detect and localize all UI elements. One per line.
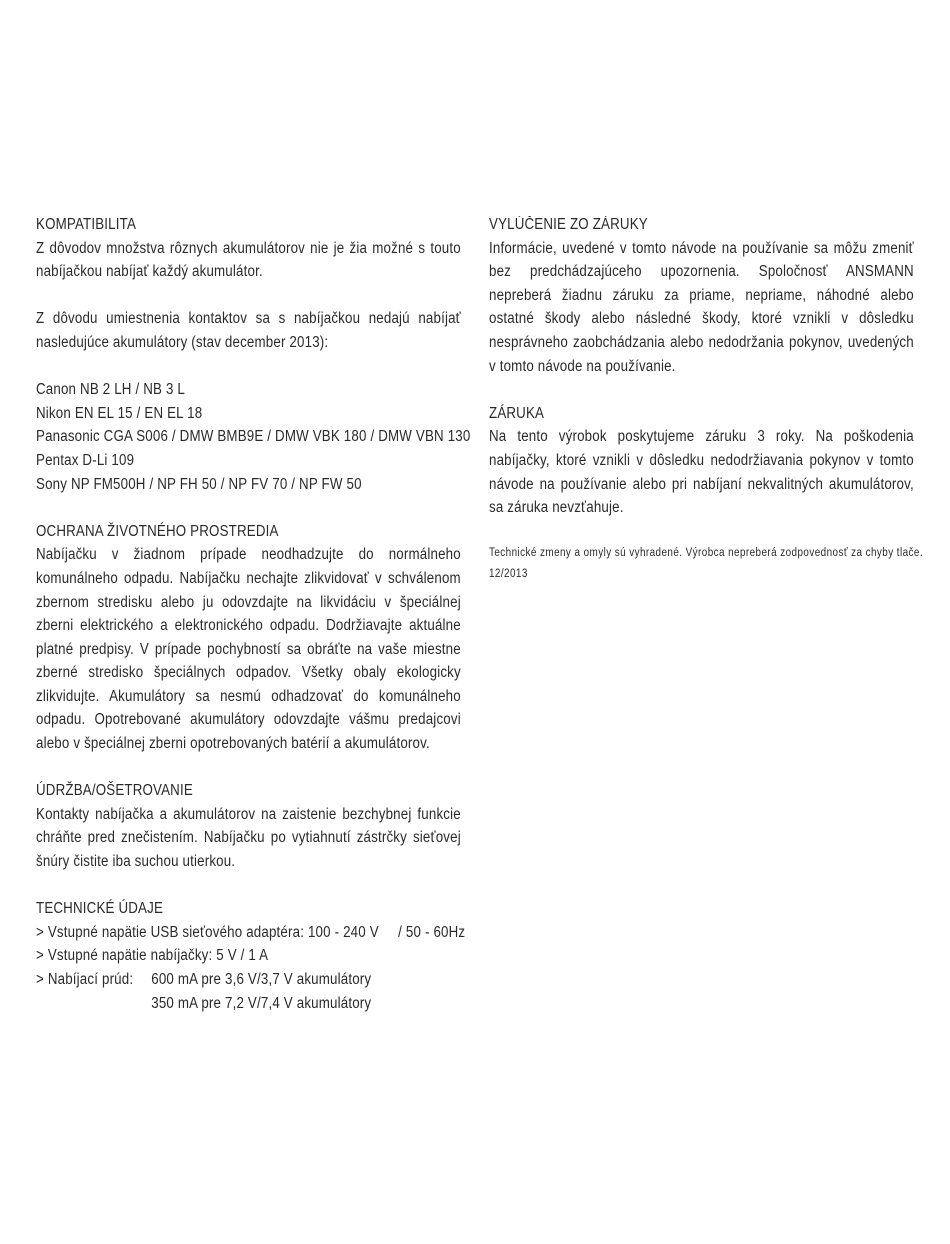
section-udrzba [36, 779, 461, 873]
section-heading-udrzba: ÚDRŽBA/OŠETROVANIE [36, 782, 193, 800]
battery-item-sony: Sony NP FM500H / NP FH 50 / NP FV 70 / NP FW 50 [36, 475, 362, 493]
kontakty-text: Z dôvodu umiestnenia kontaktov sa s nabíjačkou nedajú nabíjať nasledujúce akumulátory (stav december 2013): [36, 310, 461, 351]
section-heading-technicke: TECHNICKÉ ÚDAJE [36, 900, 164, 918]
section-heading-vylucenie: VYLÚČENIE ZO ZÁRUKY [489, 216, 648, 233]
battery-item-pentax: Pentax D-Li 109 [36, 451, 135, 469]
spec-charging-current-row-2 [36, 992, 461, 1016]
battery-item-panasonic: Panasonic CGA S006 / DMW BMB9E / DMW VBK 180 / DMW VBN 130 [36, 428, 471, 446]
section-vylucenie [489, 213, 914, 378]
section-heading-zaruka: ZÁRUKA [489, 404, 545, 422]
battery-item-nikon: Nikon EN EL 15 / EN EL 18 [36, 404, 203, 422]
spec-charger-input: > Vstupné napätie nabíjačky: 5 V / 1 A [36, 947, 269, 965]
section-kontakty [36, 307, 461, 354]
spec-charging-current-label: > Nabíjací prúd: [36, 971, 134, 988]
section-ochrana [36, 520, 461, 756]
footnote-date: 12/2013 [489, 568, 528, 581]
ochrana-text: Nabíjačku v žiadnom prípade neodhadzujte do normálneho komunálneho odpadu. Nabíjačku nechajte zlikvidovať v schválenom zbernom stredisku alebo ju odovzdajte na likvidáciu v špeciálnej zberni elektrického a elektronického odpadu. Dodržiavajte aktuálne platné predpisy. V prípade pochybností sa obráťte na vaše miestne zberné stredisko špeciálnych odpadov. Všetky obaly ekologicky zlikvidujte. Akumulátory sa nesmú odhadzovať do komunálneho odpadu. Opotrebované akumulátory odovzdajte vášmu predajcovi alebo v špeciálnej zberni opotrebovaných batérií a akumulátorov. [36, 546, 461, 753]
footnote-text: Technické zmeny a omyly sú vyhradené. Výrobca nepreberá zodpovednosť za chyby tlače. [489, 547, 924, 560]
section-heading-kompatibilita: KOMPATIBILITA [36, 216, 137, 233]
vylucenie-text: Informácie, uvedené v tomto návode na používanie sa môžu zmeniť bez predchádzajúceho upozornenia. Spoločnosť ANSMANN nepreberá žiadnu záruku za priame, nepriame, náhodné alebo ostatné škody alebo následné škody, ktoré vznikli v dôsledku nesprávneho zaobchádzania alebo nedodržania pokynov, uvedených v tomto návode na používanie. [489, 239, 914, 375]
kompatibilita-text: Z dôvodov množstva rôznych akumulátorov nie je žia možné s touto nabíjačkou nabíjať každý akumulátor. [36, 239, 461, 281]
spec-usb-input: > Vstupné napätie USB sieťového adaptéra: 100 - 240 V / 50 - 60Hz [36, 923, 466, 941]
zaruka-text: Na tento výrobok poskytujeme záruku 3 roky. Na poškodenia nabíjačky, ktoré vznikli v dôsledku nedodržiavania pokynov v tomto návode na používanie alebo pri nabíjaní nekvalitných akumulátorov, sa záruka nevzťahuje. [489, 428, 914, 517]
footnote [489, 543, 924, 585]
battery-list [36, 378, 471, 496]
udrzba-text: Kontakty nabíjačka a akumulátorov na zaistenie bezchybnej funkcie chráňte pred znečistením. Nabíjačku po vytiahnutí zástrčky sieťovej šnúry čistite iba suchou utierkou. [36, 805, 461, 871]
section-zaruka [489, 402, 914, 520]
spec-charging-current-1: 600 mA pre 3,6 V/3,7 V akumulátory [151, 971, 372, 988]
section-technicke [36, 897, 466, 1015]
left-column [36, 213, 471, 1039]
spec-charging-current-2: 350 mA pre 7,2 V/7,4 V akumulátory [151, 994, 372, 1012]
right-column [489, 213, 924, 609]
section-heading-ochrana: OCHRANA ŽIVOTNÉHO PROSTREDIA [36, 522, 279, 540]
spec-charging-current [36, 968, 461, 992]
section-kompatibilita [36, 213, 461, 284]
battery-item-canon: Canon NB 2 LH / NB 3 L [36, 381, 186, 399]
